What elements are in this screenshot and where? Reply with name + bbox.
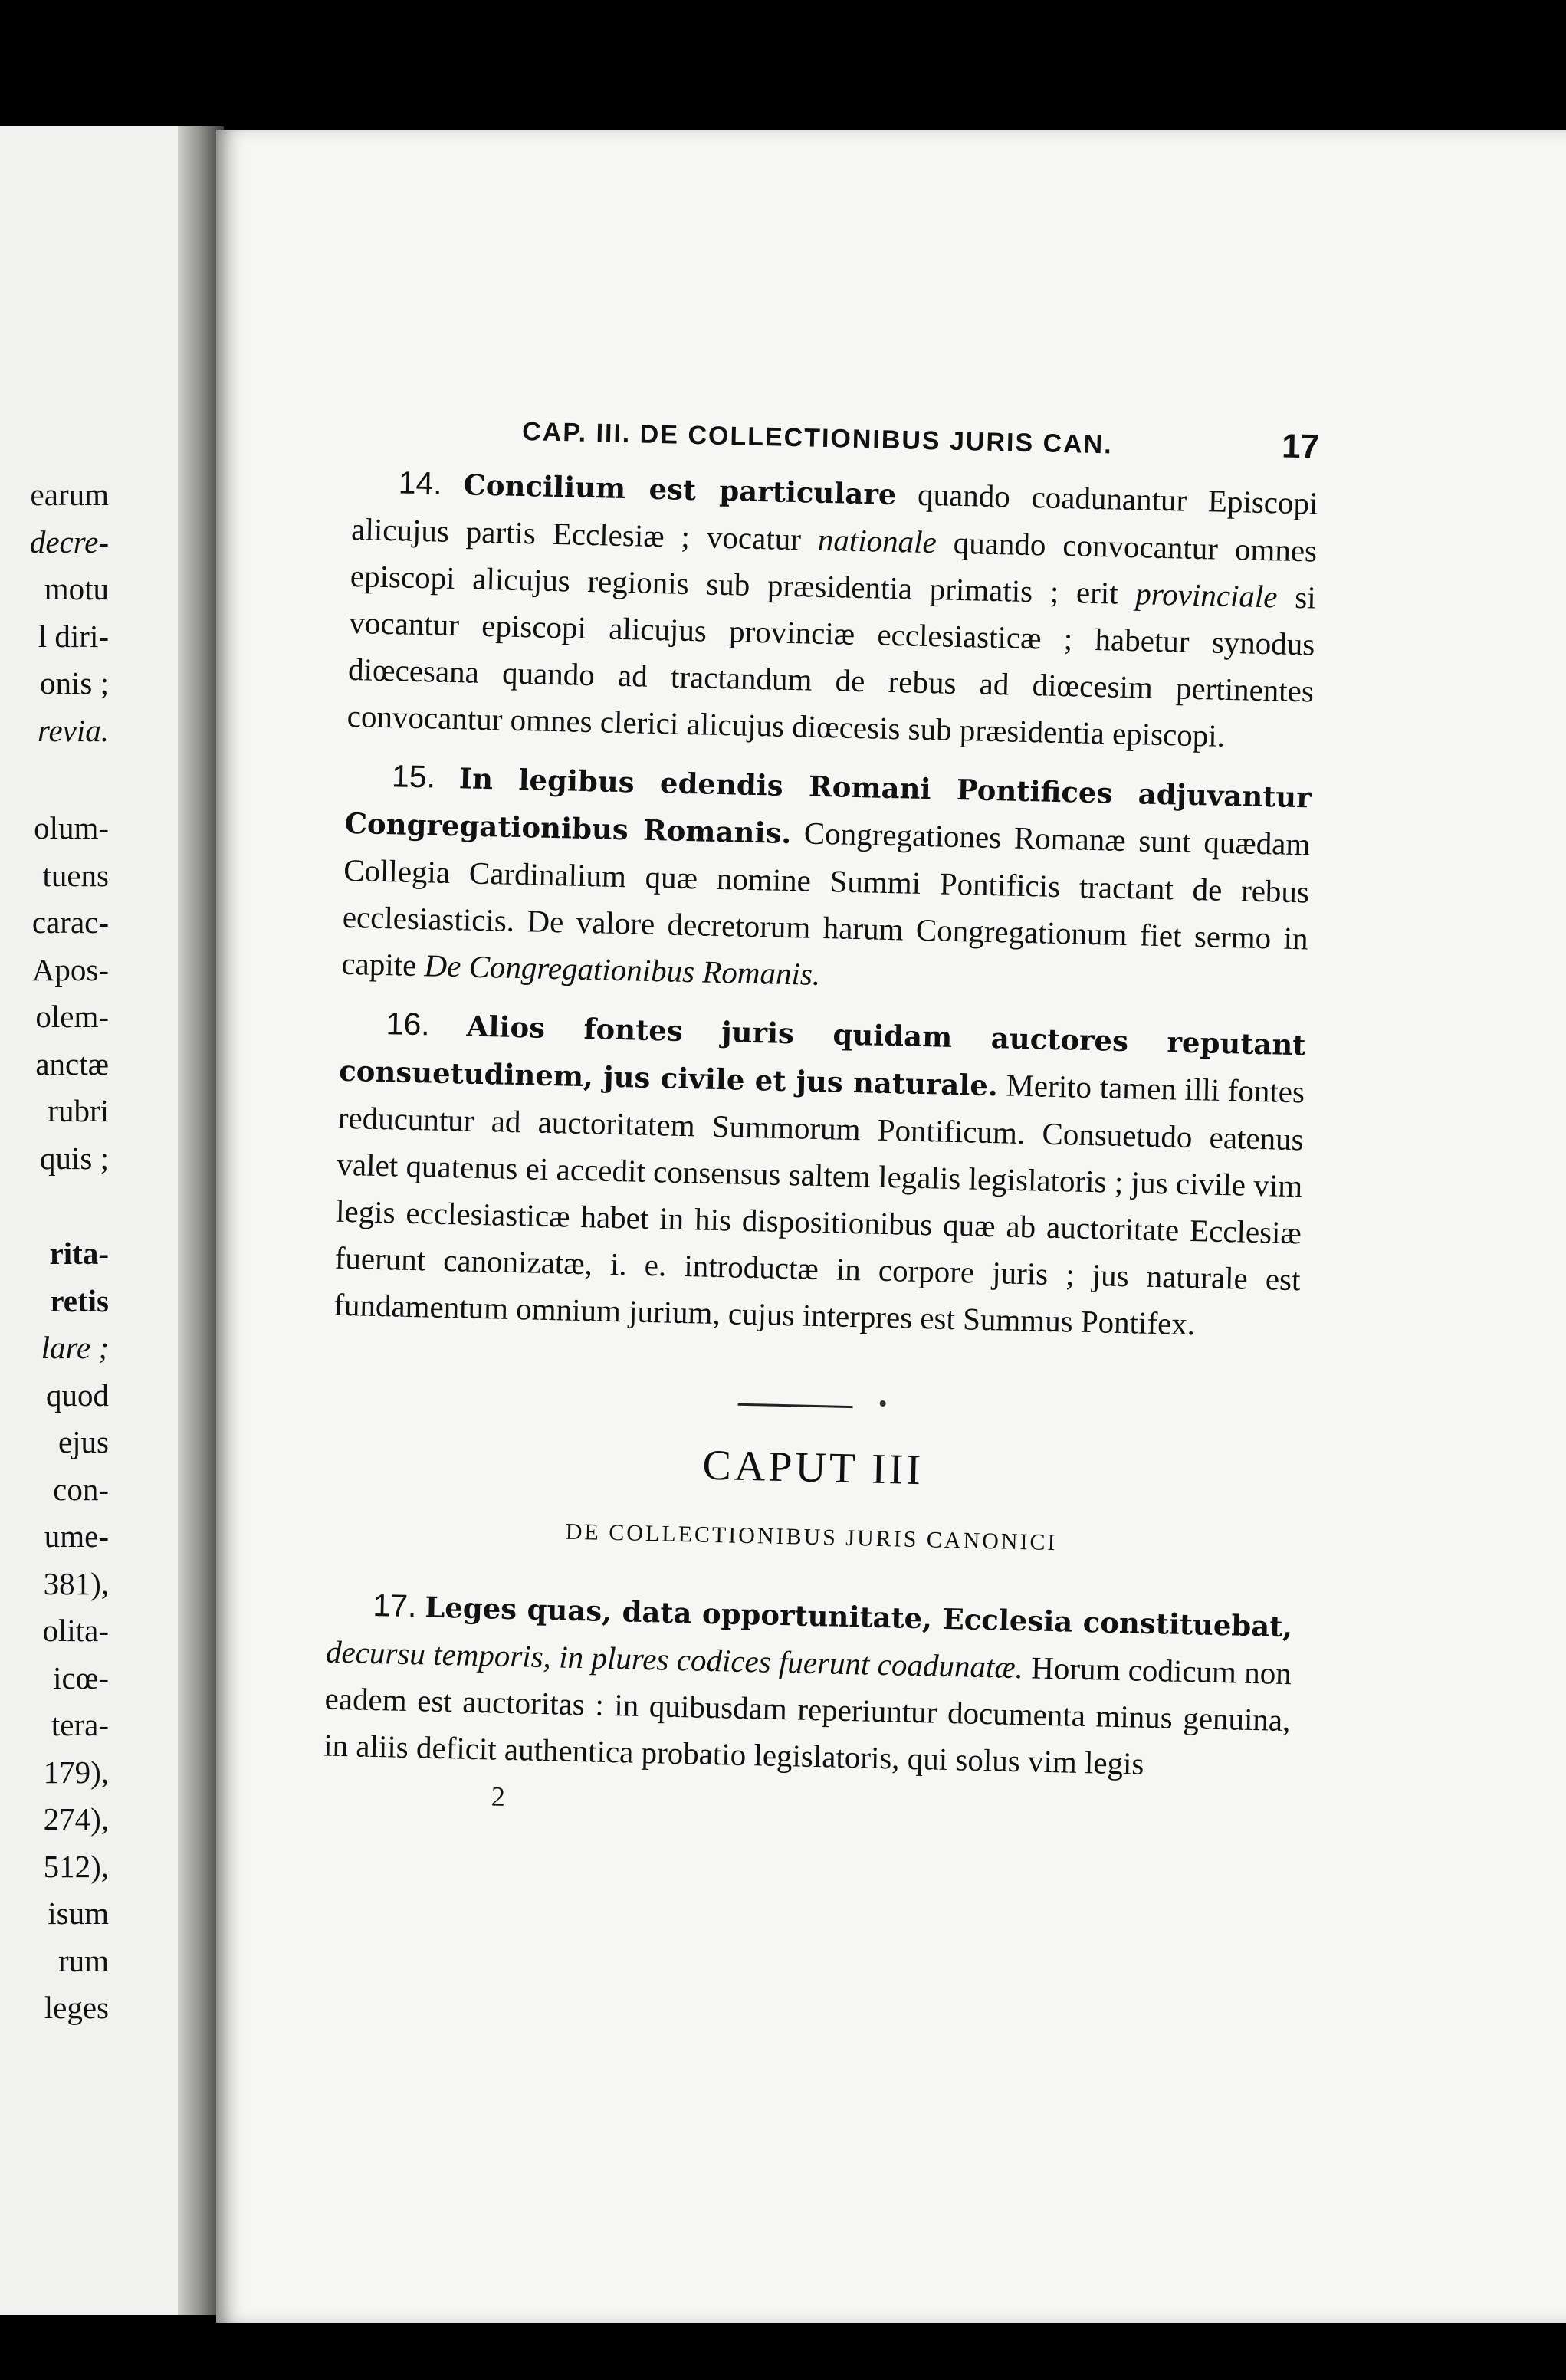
paragraph-heading: Alios fontes juris quidam auctores reputant consuetudinem, jus civile et jus naturale.: [338, 1009, 1306, 1103]
chapter-title: CAPUT III: [701, 1441, 924, 1495]
left-line: ejus: [57, 1424, 109, 1459]
left-line: con-: [53, 1471, 109, 1507]
left-line: motu: [44, 571, 109, 606]
left-line: leges: [44, 1990, 109, 2025]
left-line: quod: [46, 1377, 109, 1413]
paragraph-number: 14.: [398, 465, 443, 501]
paragraph-17: [323, 1581, 1293, 1791]
paragraph-15: [341, 752, 1312, 1009]
left-group-2: [31, 805, 109, 1176]
paragraph-14: [346, 458, 1318, 761]
left-line: rita-: [49, 1236, 109, 1271]
left-line: olum-: [34, 810, 109, 845]
left-group-3: [41, 1230, 109, 2025]
left-line: earum: [30, 477, 109, 512]
paragraph-text: Congregationes Romanæ sunt quædam Collegia Cardinalium quæ nomine Summi Pontificis tractant de rebus ecclesiasticis. De valore decretorum harum Congregationum fiet sermo in capite: [340, 815, 1311, 983]
left-line: ume-: [44, 1518, 109, 1554]
left-line: 274),: [43, 1801, 109, 1837]
left-page-fragment: [0, 126, 199, 2315]
left-line: anctæ: [35, 1046, 109, 1082]
divider-rule: [738, 1403, 853, 1408]
page-number: 17: [1281, 427, 1320, 466]
paragraph-number: 16.: [386, 1006, 431, 1042]
left-line: decre-: [29, 524, 109, 560]
left-line: 179),: [43, 1754, 109, 1790]
paragraph-text: si vocantur episcopi alicujus provinciæ ecclesiasticæ ; habetur synodus diœcesana quando ad tractandum de rebus ad diœcesim pertinentes convocantur omnes clerici alicujus diœcesis sub præsidentia episcopi.: [346, 579, 1317, 753]
left-line: quis ;: [40, 1140, 109, 1176]
page-content: [322, 406, 1319, 1830]
left-line: 381),: [43, 1565, 109, 1601]
paragraph-number: 15.: [391, 758, 436, 795]
left-line: carac-: [31, 904, 109, 940]
left-line: icœ-: [53, 1659, 109, 1696]
left-line: rubri: [48, 1093, 109, 1128]
running-title: CAP. III. DE COLLECTIONIBUS JURIS CAN.: [521, 416, 1114, 460]
left-line: olita-: [42, 1613, 109, 1648]
divider-dot: [880, 1400, 886, 1407]
left-line: retis: [50, 1282, 109, 1318]
italic-term: nationale: [817, 521, 937, 560]
paragraph-text: Merito tamen illi fontes reducuntur ad auctoritatem Summorum Pontificum. Consuetudo eatenus valet quatenus ei accedit consensus saltem legalis legislatoris ; jus civile vim legis ecclesiasticæ habet in his dispositionibus quæ ab auctoritate Ecclesiæ fuerunt canonizatæ, i. e. introductæ in corpore juris ; jus naturale est fundamentum omnium jurium, cujus interpres est Summus Pontifex.: [333, 1067, 1305, 1342]
left-line: tera-: [51, 1707, 109, 1742]
paragraph-heading: Concilium est particulare: [462, 468, 897, 512]
left-line: Apos-: [31, 951, 109, 987]
italic-term: De Congregationibus Romanis.: [424, 947, 821, 992]
left-line: rum: [57, 1942, 109, 1978]
paragraph-text: quando convocantur omnes episcopi alicujus regionis sub præsidentia primatis ; erit: [350, 524, 1318, 612]
left-line: tuens: [42, 857, 109, 893]
italic-term: decursu temporis, in plures codices fuerunt coadunatæ.: [325, 1633, 1024, 1686]
left-line: 512),: [43, 1848, 109, 1884]
right-page: [216, 130, 1566, 2323]
left-line: l diri-: [38, 618, 109, 654]
left-line: olem-: [35, 999, 109, 1034]
paragraph-heading: In legibus edendis Romani Pontifices adjuvantur Congregationibus Romanis.: [344, 761, 1312, 851]
italic-term: provinciale: [1134, 576, 1279, 615]
left-line: onis ;: [40, 665, 109, 701]
paragraph-16: [333, 1000, 1306, 1350]
paragraph-text: quando coadunantur Episcopi alicujus partis Ecclesiæ ; vocatur: [350, 476, 1318, 557]
paragraph-number: 17.: [373, 1587, 418, 1624]
chapter-subtitle: DE COLLECTIONIBUS JURIS CANONICI: [565, 1518, 1058, 1556]
left-line: revia.: [38, 712, 109, 748]
paragraph-heading: Leges quas, data opportunitate, Ecclesia constituebat,: [424, 1590, 1293, 1644]
signature-mark: 2: [491, 1781, 506, 1812]
left-group-1: [29, 471, 109, 748]
paragraph-text: Horum codicum non eadem est auctoritas : in quibusdam reperiuntur documenta minus genuina, in aliis deficit authentica probatio legislatoris, qui solus vim legis: [323, 1650, 1292, 1781]
running-head: [522, 410, 1320, 467]
left-line: isum: [48, 1896, 109, 1931]
left-line: lare ;: [41, 1330, 109, 1365]
